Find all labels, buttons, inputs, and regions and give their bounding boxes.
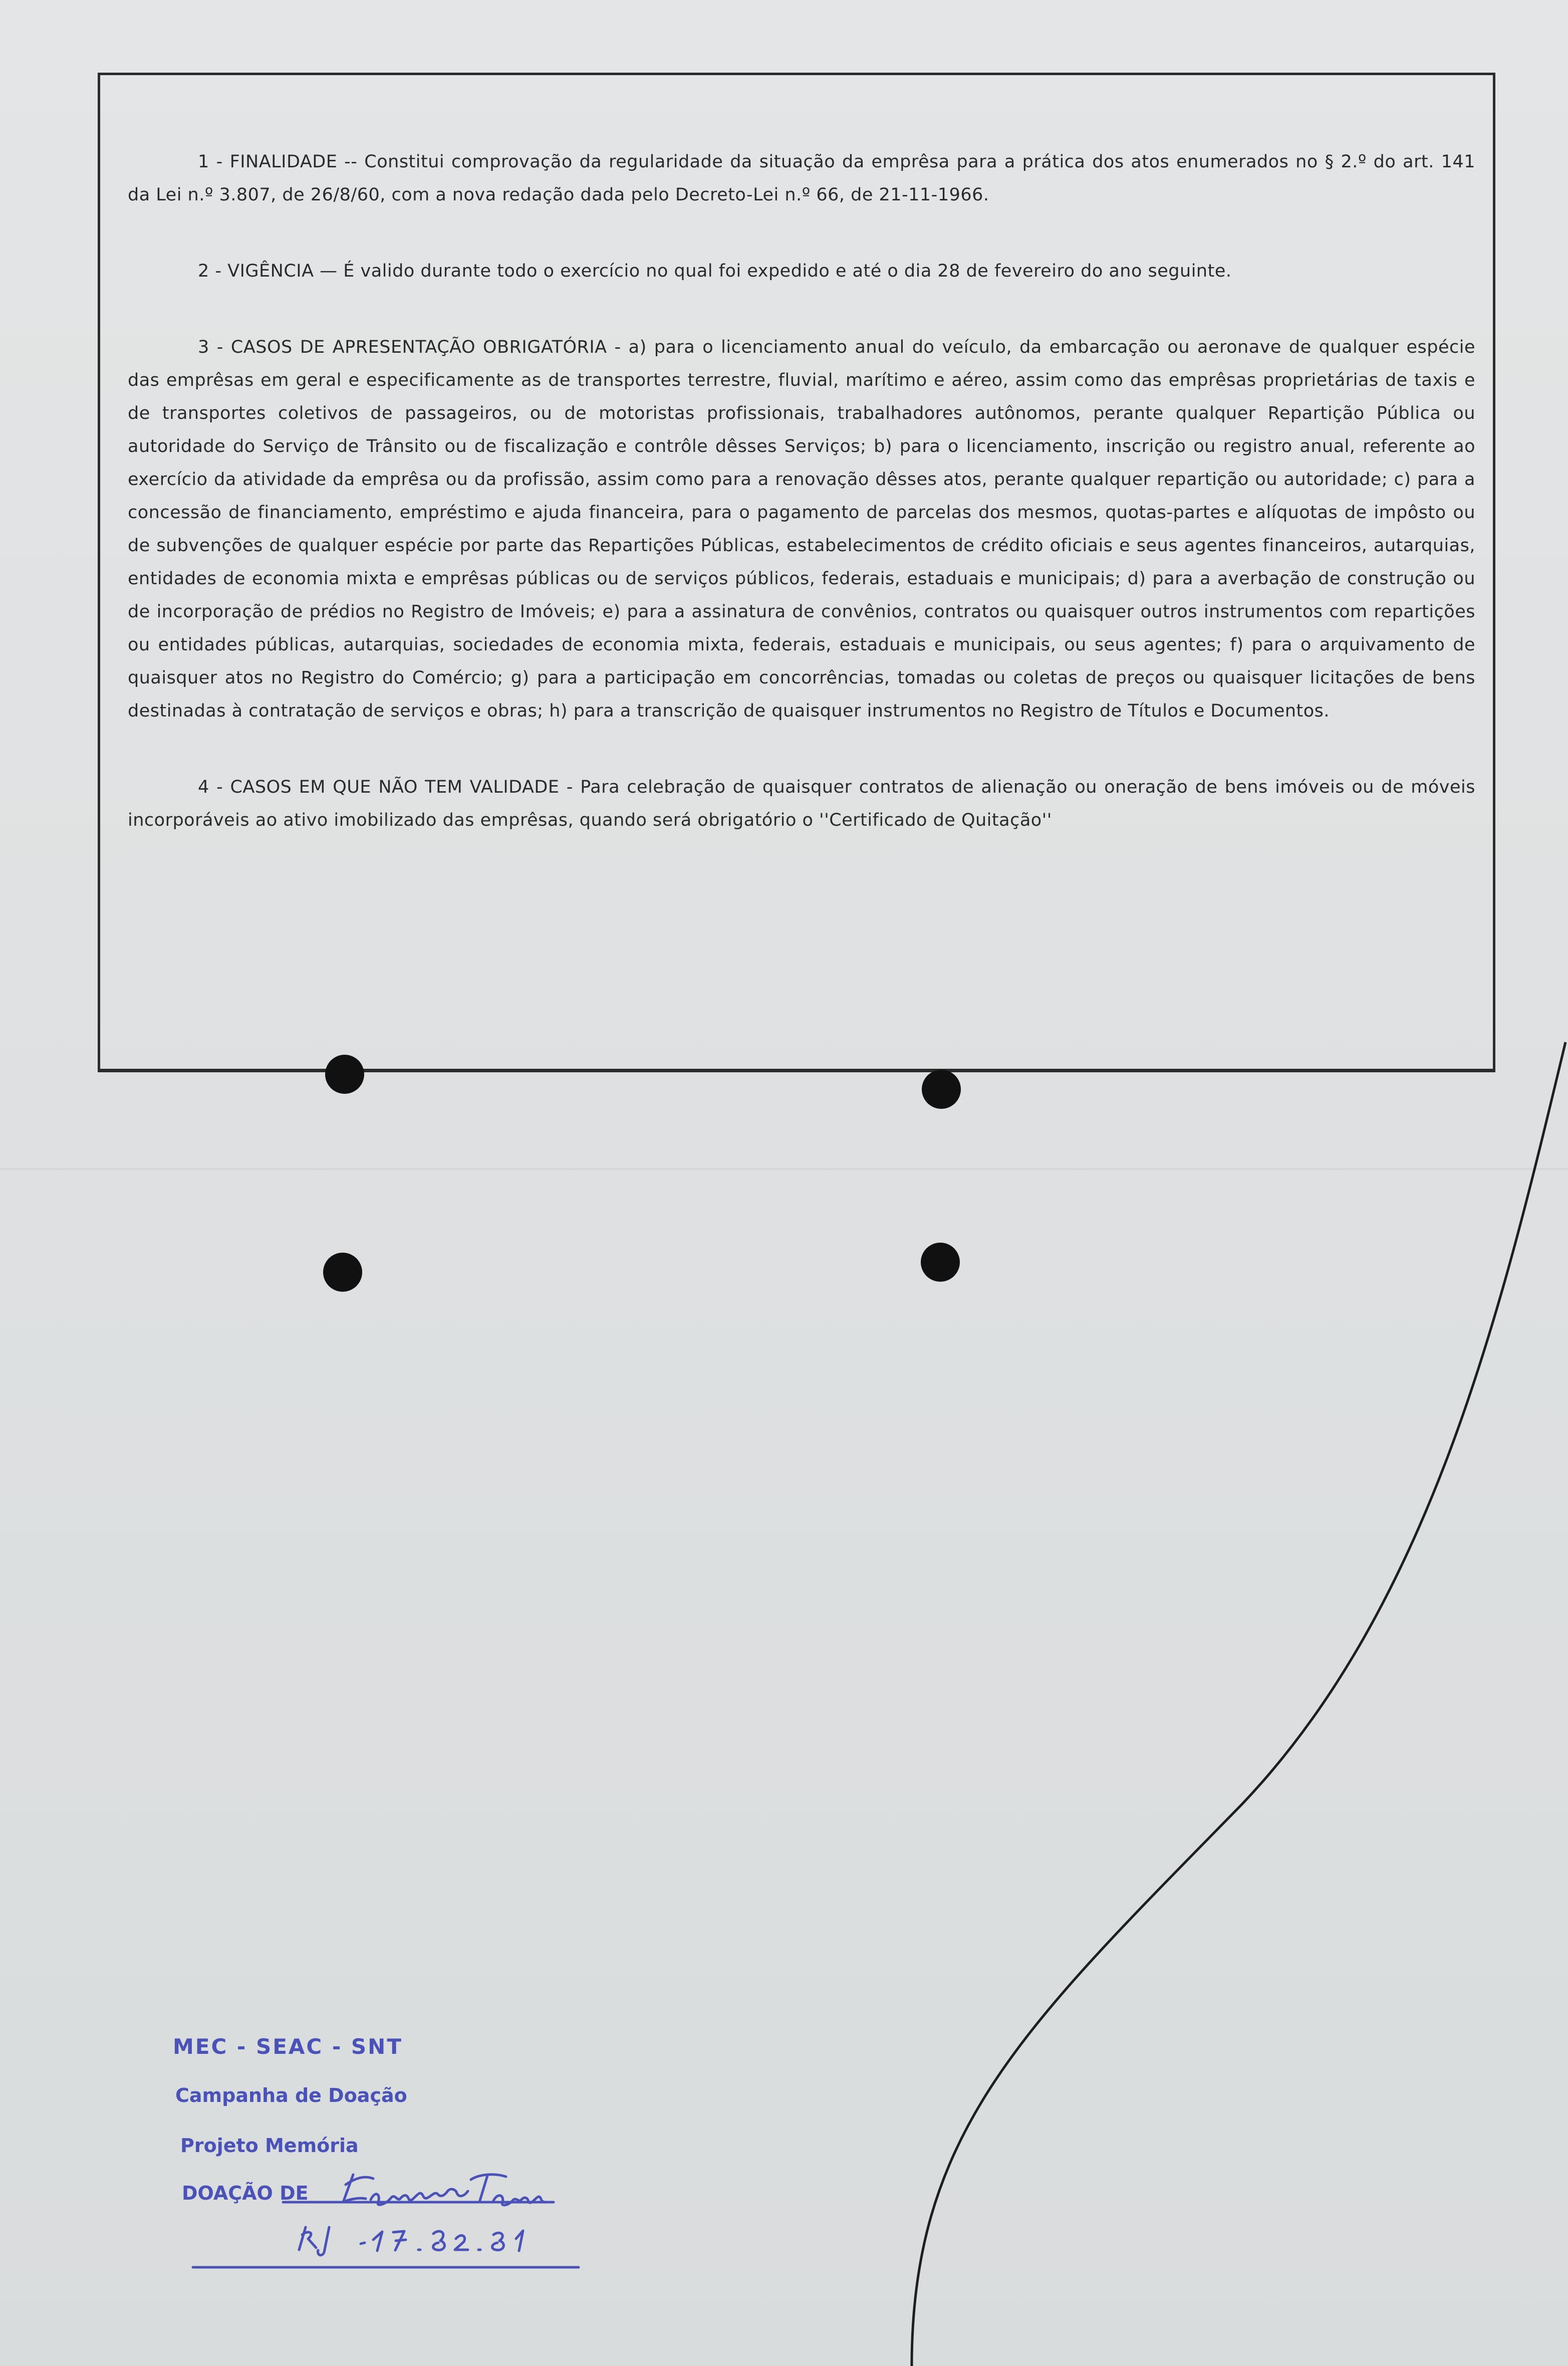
paragraph-casos-obrigatoria: 3 - CASOS DE APRESENTAÇÃO OBRIGATÓRIA - a) para o licenciamento anual do veículo, da embarcação ou aeronave de qualquer espécie das emprêsas em geral e especificamente as de transportes terrestre, fluvial, marítimo e aéreo, assim como das emprêsas proprietárias de taxis e de transportes coletivos de passageiros, ou de motoristas profissionais, trabalhadores autônomos, perante qualquer Repartição Pública ou autoridade do Serviço de Trânsito ou de fiscalização e contrôle dêsses Serviços; b) para o licenciamento, inscrição ou registro anual, referente ao exercício da atividade da emprêsa ou da profissão, assim como para a renovação dêsses atos, perante qualquer repartição ou autoridade; c) para a concessão de financiamento, empréstimo e ajuda financeira, para o pagamento de parcelas dos mesmos, quotas-partes e alíquotas de impôsto ou de subvenções de qualquer espécie por parte das Repartições Públicas, estabelecimentos de crédito oficiais e seus agentes financeiros, autarquias, entidades de economia mixta e emprêsas públicas ou de serviços públicos, federais, estaduais e municipais; d) para a averbação de construção ou de incorporação de prédios no Registro de Imóveis; e) para a assinatura de convênios, contratos ou quaisquer outros instrumentos com repartições ou entidades públicas, autarquias, sociedades de economia mixta, federais, estaduais e municipais, ou seus agentes; f) para o arquivamento de quaisquer atos no Registro do Comércio; g) para a participação em concorrências, tomadas ou coletas de preços ou quaisquer licitações de bens destinadas à contratação de serviços e obras; h) para a transcrição de quaisquer instrumentos no Registro de Títulos e Documentos. [128,337,1475,721]
handwritten-signature [173,2029,644,2280]
stamp-line-mec: MEC - SEAC - SNT [173,2034,403,2059]
stamp-line-projeto: Projeto Memória [180,2135,359,2157]
donation-stamp [173,2029,644,2280]
paragraph-vigencia: 2 - VIGÊNCIA — É valido durante todo o exercício no qual foi expedido e até o dia 28 de fevereiro do ano seguinte. [198,261,1232,281]
stamp-line-campanha: Campanha de Doação [175,2084,407,2106]
stamp-line-doacao: DOAÇÃO DE [182,2182,309,2204]
paragraph-finalidade: 1 - FINALIDADE -- Constitui comprovação da regularidade da situação da emprêsa para a prática dos atos enumerados no § 2.º do art. 141 da Lei n.º 3.807, de 26/8/60, com a nova redação dada pelo Decreto-Lei n.º 66, de 21-11-1966. [128,152,1475,205]
paragraph-casos-sem-validade: 4 - CASOS EM QUE NÃO TEM VALIDADE - Para celebração de quaisquer contratos de alienação ou oneração de bens imóveis ou de móveis incorporáveis ao ativo imobilizado das emprêsas, quando será obrigatório o ''Certificado de Quitação'' [128,777,1475,830]
